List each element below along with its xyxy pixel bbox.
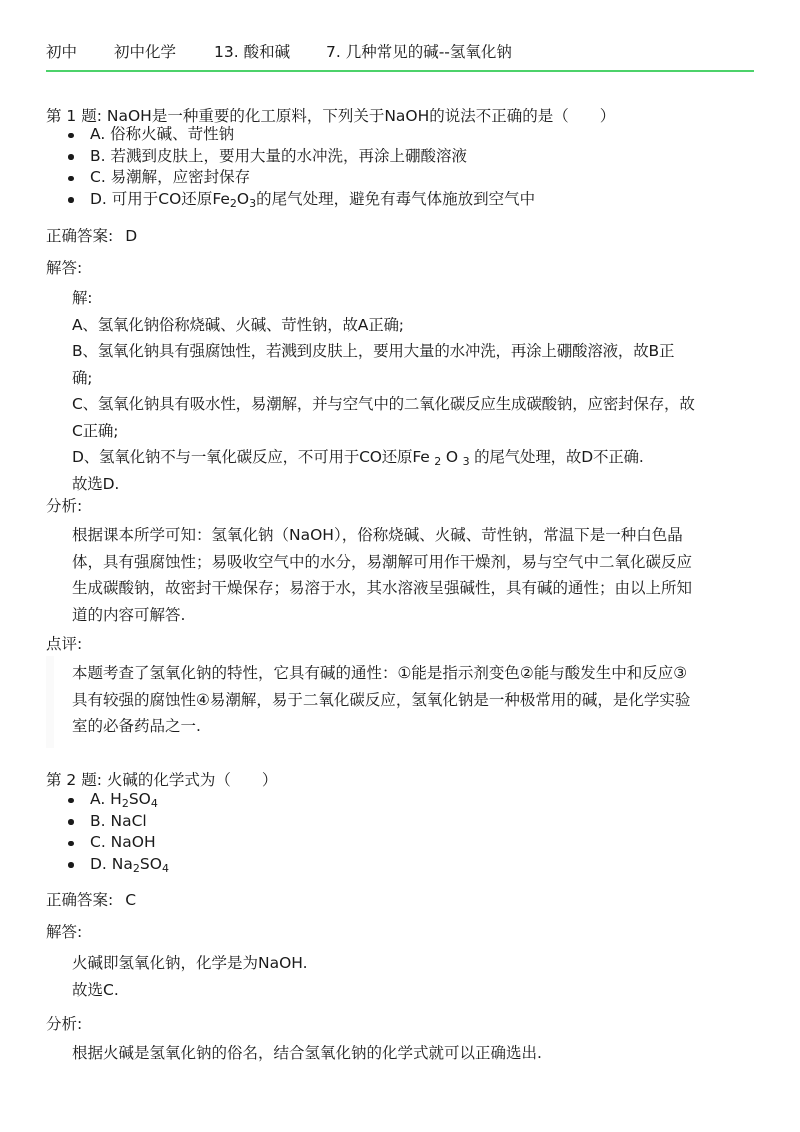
solution-line: 火碱即氢氧化钠，化学是为NaOH. — [72, 954, 308, 972]
comment-line: 具有较强的腐蚀性④易潮解，易于二氧化碳反应，氢氧化钠是一种极常用的碱，是化学实验 — [72, 690, 691, 709]
option-d: D. $Na_2SO_4$ — [64, 854, 169, 876]
question-2-options — [64, 789, 169, 875]
option-b: B. NaCl — [64, 811, 169, 833]
breadcrumb-level[interactable]: 初中 — [46, 43, 78, 61]
solution-label: 解答: — [46, 259, 83, 277]
option-a: A. $H_2SO_4$ — [64, 789, 169, 811]
breadcrumb — [46, 40, 512, 62]
option-a: A. 俗称火碱、苛性钠 — [64, 124, 535, 146]
solution-line: C、氢氧化钠具有吸水性，易潮解，并与空气中的二氧化碳反应生成碳酸钠，应密封保存，故 — [72, 395, 695, 413]
option-c: C. 易潮解，应密封保存 — [64, 167, 535, 189]
option-d: D. 可用于CO还原$Fe_2O_3$的尾气处理，避免有毒气体施放到空气中 — [64, 189, 535, 211]
header-divider — [46, 70, 754, 72]
analysis-line: 根据火碱是氢氧化钠的俗名，结合氢氧化钠的化学式就可以正确选出. — [72, 1044, 542, 1062]
comment-label: 点评: — [46, 635, 83, 653]
option-b: B. 若溅到皮肤上，要用大量的水冲洗，再涂上硼酸溶液 — [64, 146, 535, 168]
question-1-answer — [46, 224, 137, 246]
solution-line: A、氢氧化钠俗称烧碱、火碱、苛性钠，故A正确; — [72, 315, 404, 334]
comment-line: 本题考查了氢氧化钠的特性，它具有碱的通性：①能是指示剂变色②能与酸发生中和反应③ — [72, 664, 688, 682]
breadcrumb-section[interactable]: 7. 几种常见的碱--氢氧化钠 — [326, 43, 512, 61]
breadcrumb-subject[interactable]: 初中化学 — [114, 43, 177, 61]
comment-bar — [46, 656, 54, 748]
option-c: C. NaOH — [64, 832, 169, 854]
solution-line: C正确; — [72, 421, 119, 440]
solution-line: B、氢氧化钠具有强腐蚀性，若溅到皮肤上，要用大量的水冲洗，再涂上硼酸溶液，故B正 — [72, 342, 675, 360]
solution-line: 确; — [72, 368, 93, 387]
answer-value: C — [125, 891, 137, 909]
analysis-line: 根据课本所学可知：氢氧化钠（NaOH），俗称烧碱、火碱、苛性钠，常温下是一种白色晶 — [72, 526, 683, 544]
analysis-label: 分析: — [46, 497, 83, 515]
analysis-label: 分析: — [46, 1015, 83, 1033]
solution-conclusion: 故选C. — [72, 980, 119, 999]
analysis-line: 道的内容可解答. — [72, 605, 186, 624]
breadcrumb-chapter[interactable]: 13. 酸和碱 — [214, 43, 291, 61]
answer-label: 正确答案: — [46, 891, 114, 909]
answer-label: 正确答案: — [46, 227, 114, 245]
question-1-title: 第 1 题: NaOH是一种重要的化工原料，下列关于NaOH的说法不正确的是（ ） — [46, 107, 616, 125]
solution-intro: 解: — [72, 289, 93, 307]
question-1-analysis — [72, 522, 734, 628]
comment-line: 室的必备药品之一. — [72, 717, 201, 735]
question-1-solution — [72, 285, 734, 497]
analysis-line: 生成碳酸钠，故密封干燥保存；易溶于水，其水溶液呈强碱性，具有碱的通性；由以上所知 — [72, 579, 693, 597]
solution-label: 解答: — [46, 923, 83, 941]
answer-value: D — [125, 227, 138, 245]
solution-line: D、氢氧化钠不与一氧化碳反应，不可用于CO还原Fe $_2$ O $_3$ 的尾气处理，故D不正确. — [72, 448, 644, 468]
question-1-comment — [72, 660, 734, 740]
question-2-title: 第 2 题: 火碱的化学式为（ ） — [46, 771, 278, 789]
question-2-answer — [46, 888, 136, 910]
solution-conclusion: 故选D. — [72, 474, 120, 493]
question-2-analysis — [72, 1040, 734, 1067]
question-2-solution — [72, 950, 734, 1003]
question-1-options — [64, 124, 535, 210]
analysis-line: 体，具有强腐蚀性；易吸收空气中的水分，易潮解可用作干燥剂，易与空气中二氧化碳反应 — [72, 552, 693, 571]
